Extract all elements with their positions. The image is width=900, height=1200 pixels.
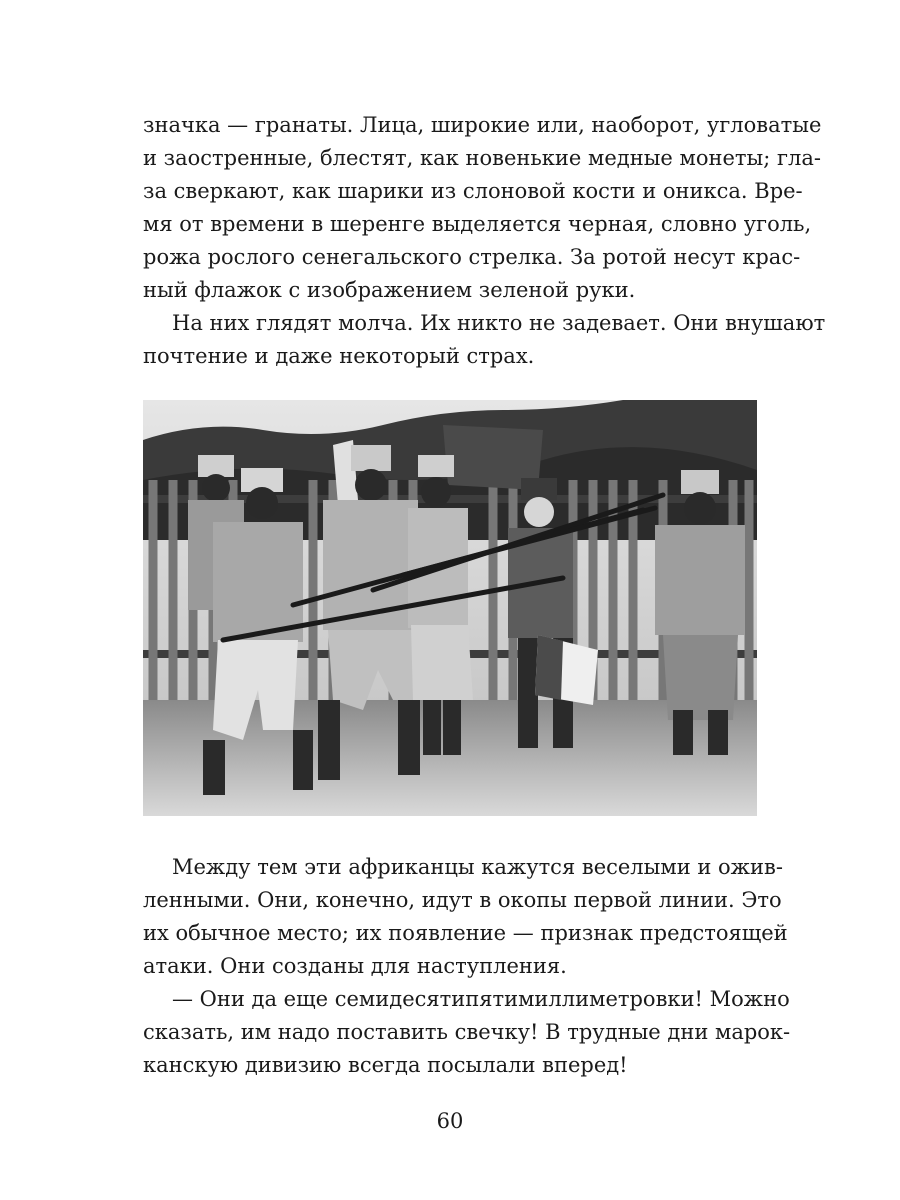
text-line: — Они да еще семидесятипятимиллиметровки! Можно bbox=[172, 987, 790, 1011]
text-line: атаки. Они созданы для наступления. bbox=[143, 954, 567, 978]
text-line: На них глядят молча. Их никто не задевает. Они внушают bbox=[172, 311, 826, 335]
text-line: значка — гранаты. Лица, широкие или, наоборот, угловатые bbox=[143, 113, 822, 137]
text-line: и заостренные, блестят, как новенькие медные монеты; гла- bbox=[143, 146, 821, 170]
text-line: ный флажок с изображением зеленой руки. bbox=[143, 278, 636, 302]
historical-photograph bbox=[143, 400, 757, 816]
text-line: ленными. Они, конечно, идут в окопы первой линии. Это bbox=[143, 888, 782, 912]
text-line: Между тем эти африканцы кажутся веселыми и ожив- bbox=[172, 855, 783, 879]
page-number: 60 bbox=[436, 1109, 464, 1133]
text-line: рожа рослого сенегальского стрелка. За ротой несут крас- bbox=[143, 245, 801, 269]
text-line: за сверкают, как шарики из слоновой кости и оникса. Вре- bbox=[143, 179, 803, 203]
soldiers-with-rifles-illustration bbox=[143, 400, 757, 816]
text-line: почтение и даже некоторый страх. bbox=[143, 344, 535, 368]
text-line: их обычное место; их появление — признак предстоящей bbox=[143, 921, 788, 945]
text-line: мя от времени в шеренге выделяется черная, словно уголь, bbox=[143, 212, 812, 236]
text-line: канскую дивизию всегда посылали вперед! bbox=[143, 1053, 628, 1077]
text-line: сказать, им надо поставить свечку! В трудные дни марок- bbox=[143, 1020, 791, 1044]
